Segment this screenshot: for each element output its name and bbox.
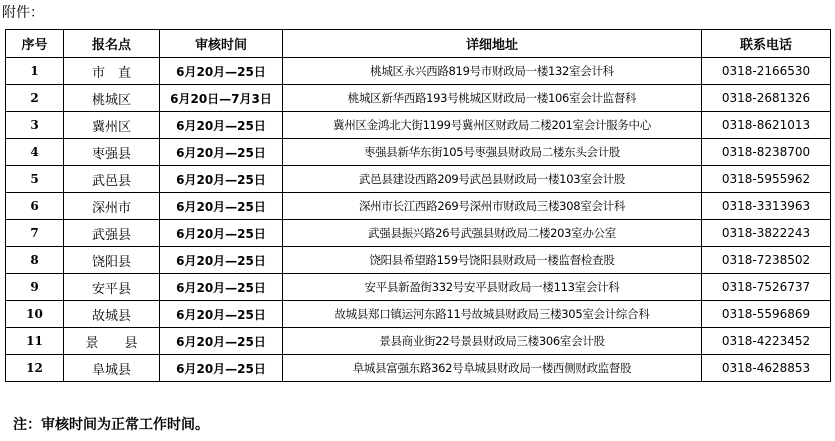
cell-site: 故城县: [64, 301, 160, 328]
table-row: [6, 301, 831, 328]
cell-address: 阜城县富强东路362号阜城县财政局一楼西侧财政监督股: [283, 355, 702, 382]
table-row: [6, 220, 831, 247]
cell-site: 冀州区: [64, 112, 160, 139]
cell-site: 深州市: [64, 193, 160, 220]
table-row: [6, 85, 831, 112]
cell-phone: 0318-7526737: [702, 274, 831, 301]
cell-seq: 7: [6, 220, 64, 247]
table-row: [6, 139, 831, 166]
footnote: 注：审核时间为正常工作时间。: [13, 417, 209, 433]
cell-review-time: 6月20月—25日: [160, 166, 283, 193]
cell-site: 枣强县: [64, 139, 160, 166]
cell-site: 景 县: [64, 328, 160, 355]
cell-site: 市 直: [64, 58, 160, 85]
cell-site: 饶阳县: [64, 247, 160, 274]
table-row: [6, 247, 831, 274]
cell-seq: 1: [6, 58, 64, 85]
cell-seq: 8: [6, 247, 64, 274]
cell-phone: 0318-2166530: [702, 58, 831, 85]
attachment-label: 附件：: [2, 5, 44, 21]
table-row: [6, 166, 831, 193]
cell-review-time: 6月20月—25日: [160, 247, 283, 274]
cell-address: 深州市长江西路269号深州市财政局三楼308室会计科: [283, 193, 702, 220]
header-review-time: 审核时间: [160, 30, 283, 58]
cell-seq: 5: [6, 166, 64, 193]
cell-phone: 0318-4628853: [702, 355, 831, 382]
header-address: 详细地址: [283, 30, 702, 58]
table-row: [6, 355, 831, 382]
cell-seq: 2: [6, 85, 64, 112]
table-row: [6, 58, 831, 85]
cell-address: 故城县郑口镇运河东路11号故城县财政局三楼305室会计综合科: [283, 301, 702, 328]
cell-review-time: 6月20月—25日: [160, 301, 283, 328]
cell-address: 桃城区永兴西路819号市财政局一楼132室会计科: [283, 58, 702, 85]
cell-review-time: 6月20月—25日: [160, 220, 283, 247]
cell-seq: 10: [6, 301, 64, 328]
cell-review-time: 6月20月—25日: [160, 193, 283, 220]
cell-review-time: 6月20日—7月3日: [160, 85, 283, 112]
cell-review-time: 6月20月—25日: [160, 58, 283, 85]
header-phone: 联系电话: [702, 30, 831, 58]
cell-review-time: 6月20月—25日: [160, 139, 283, 166]
cell-phone: 0318-2681326: [702, 85, 831, 112]
cell-seq: 11: [6, 328, 64, 355]
table-row: [6, 112, 831, 139]
cell-review-time: 6月20月—25日: [160, 328, 283, 355]
cell-address: 武邑县建设西路209号武邑县财政局一楼103室会计股: [283, 166, 702, 193]
cell-phone: 0318-7238502: [702, 247, 831, 274]
cell-seq: 12: [6, 355, 64, 382]
cell-address: 安平县新盈街332号安平县财政局一楼113室会计科: [283, 274, 702, 301]
cell-seq: 9: [6, 274, 64, 301]
registration-sites-table: [5, 29, 831, 382]
cell-seq: 6: [6, 193, 64, 220]
table-row: [6, 193, 831, 220]
cell-review-time: 6月20月—25日: [160, 112, 283, 139]
cell-review-time: 6月20月—25日: [160, 355, 283, 382]
table-header-row: [6, 30, 831, 58]
cell-site: 阜城县: [64, 355, 160, 382]
cell-phone: 0318-8621013: [702, 112, 831, 139]
cell-phone: 0318-5596869: [702, 301, 831, 328]
cell-address: 桃城区新华西路193号桃城区财政局一楼106室会计监督科: [283, 85, 702, 112]
cell-site: 武强县: [64, 220, 160, 247]
header-site: 报名点: [64, 30, 160, 58]
cell-phone: 0318-5955962: [702, 166, 831, 193]
cell-review-time: 6月20月—25日: [160, 274, 283, 301]
cell-seq: 3: [6, 112, 64, 139]
cell-site: 武邑县: [64, 166, 160, 193]
header-seq: 序号: [6, 30, 64, 58]
cell-address: 冀州区金鸿北大街1199号冀州区财政局二楼201室会计服务中心: [283, 112, 702, 139]
cell-site: 桃城区: [64, 85, 160, 112]
table-row: [6, 274, 831, 301]
cell-address: 枣强县新华东街105号枣强县财政局二楼东头会计股: [283, 139, 702, 166]
cell-seq: 4: [6, 139, 64, 166]
cell-phone: 0318-3313963: [702, 193, 831, 220]
cell-address: 武强县振兴路26号武强县财政局二楼203室办公室: [283, 220, 702, 247]
cell-phone: 0318-4223452: [702, 328, 831, 355]
cell-address: 饶阳县希望路159号饶阳县财政局一楼监督检查股: [283, 247, 702, 274]
cell-address: 景县商业街22号景县财政局三楼306室会计股: [283, 328, 702, 355]
cell-phone: 0318-8238700: [702, 139, 831, 166]
cell-phone: 0318-3822243: [702, 220, 831, 247]
cell-site: 安平县: [64, 274, 160, 301]
table-row: [6, 328, 831, 355]
